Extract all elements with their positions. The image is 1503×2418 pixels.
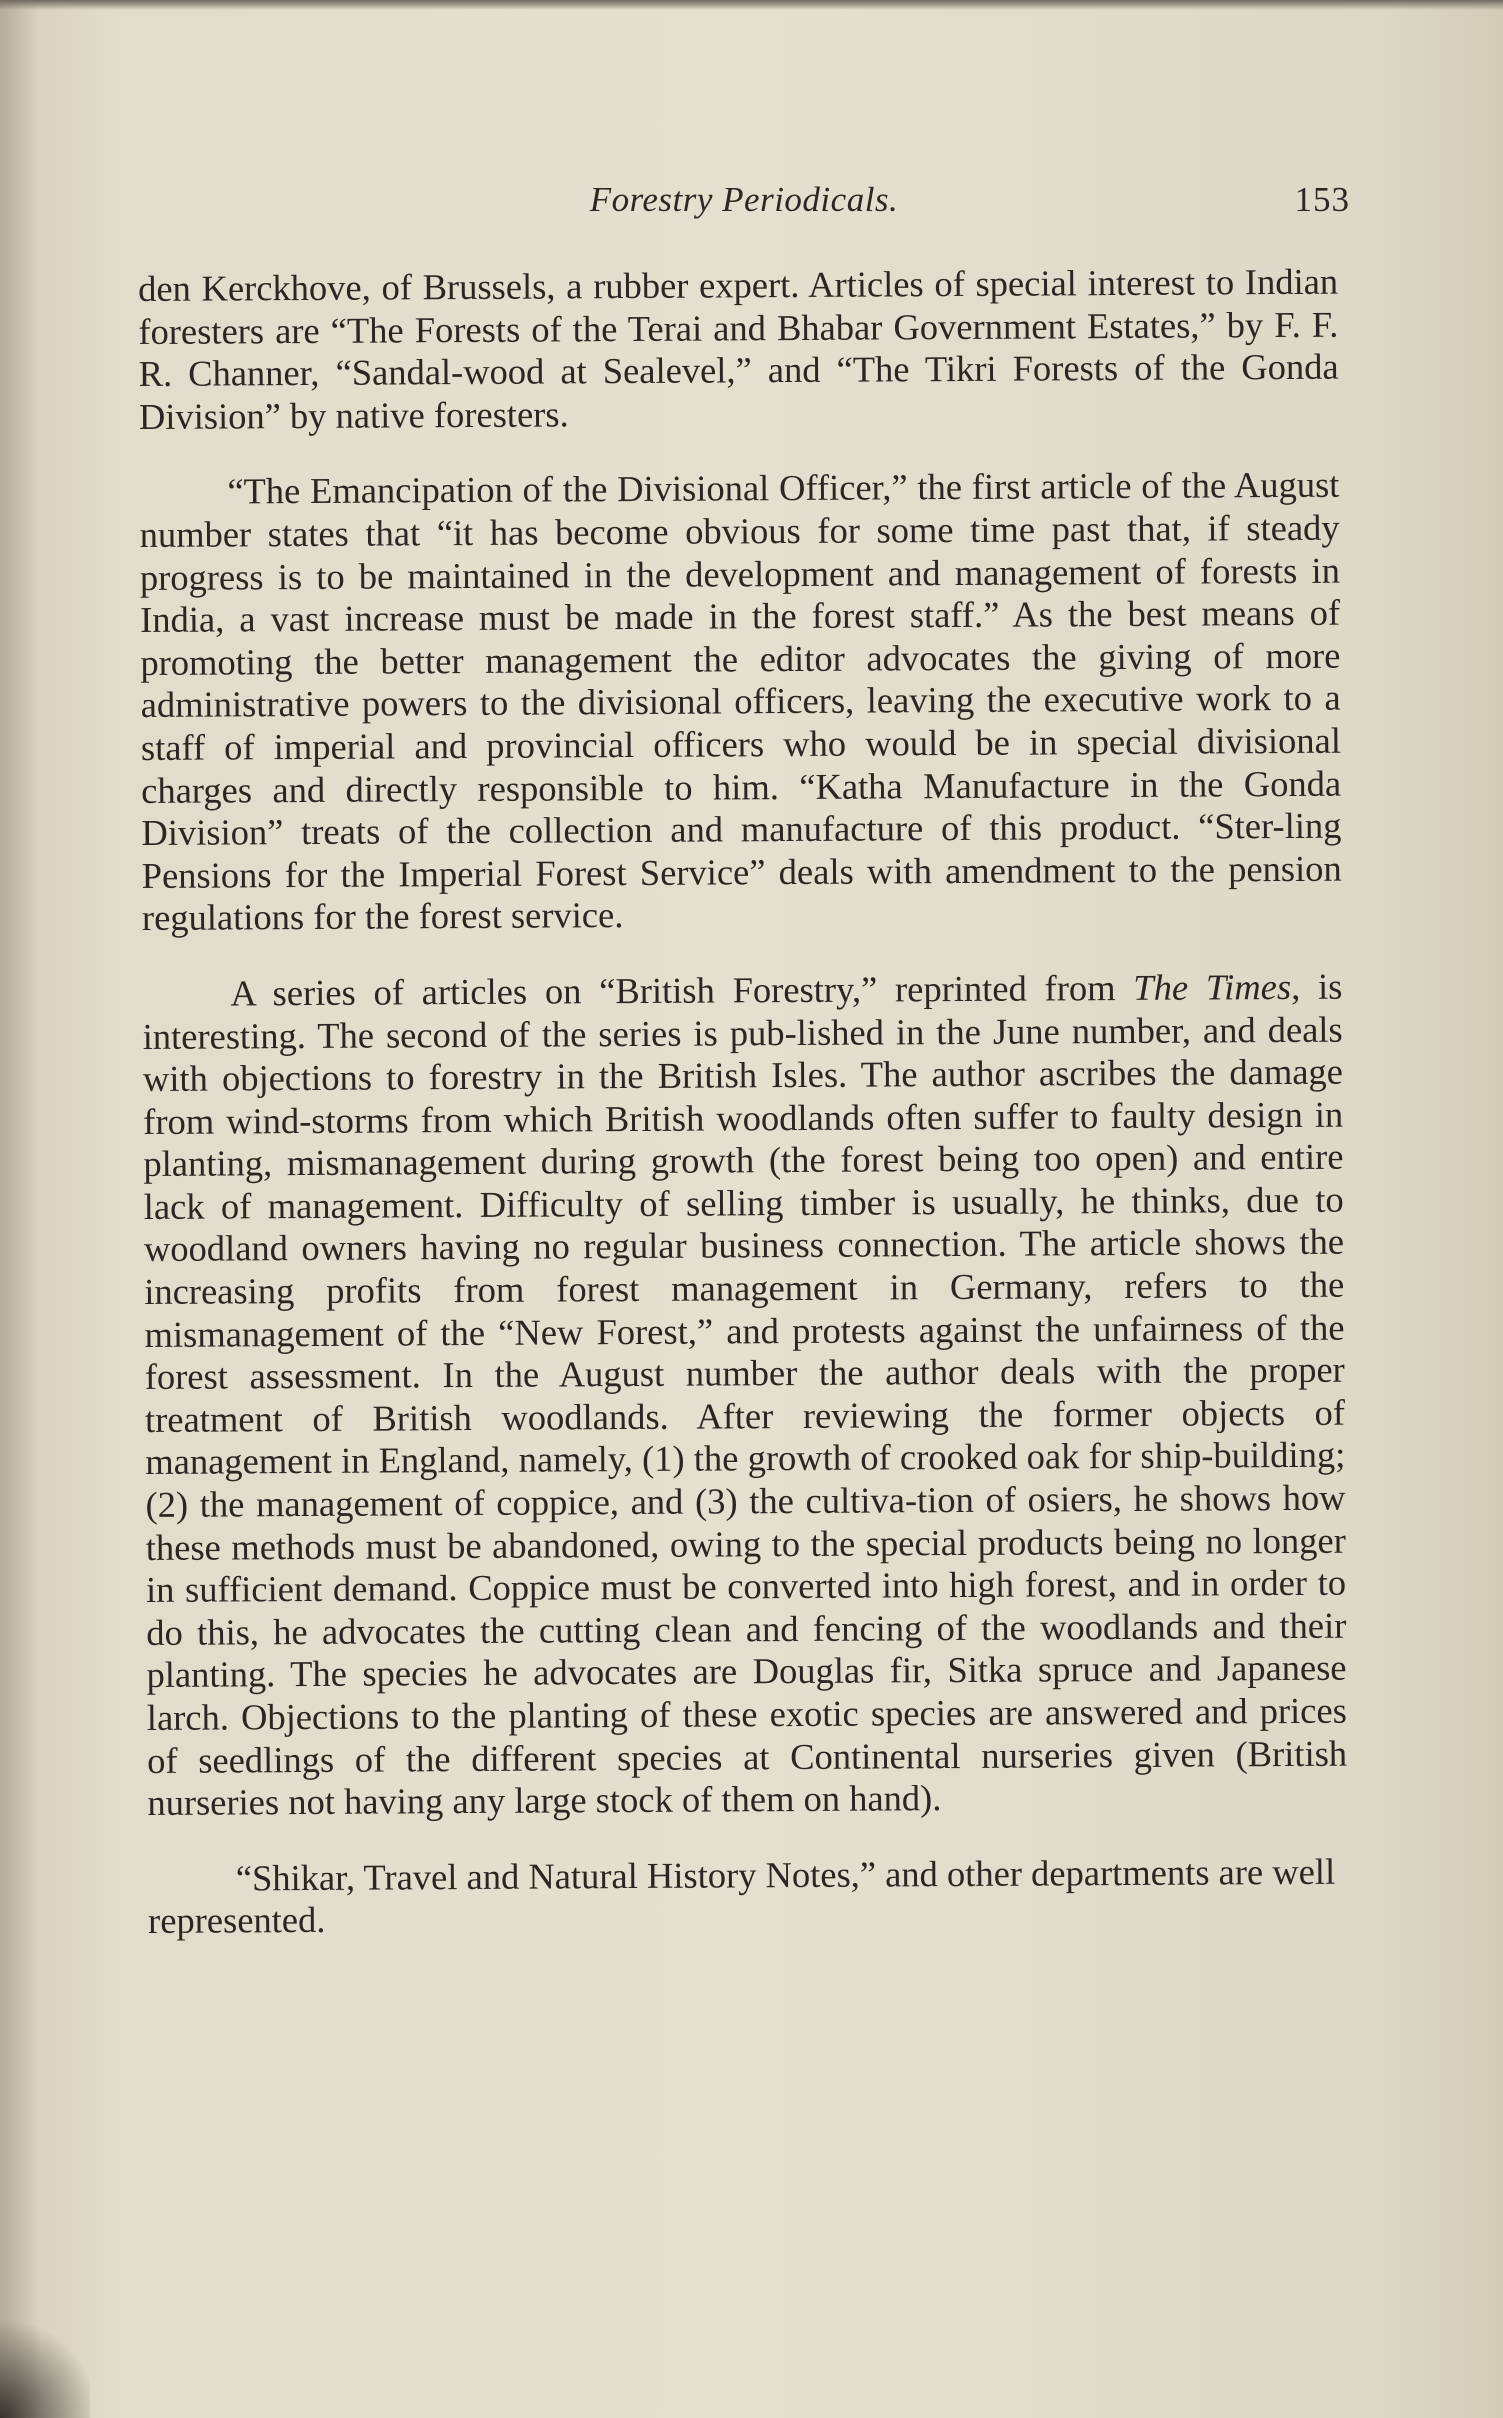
paragraph-3-lead: A series of articles on “British Forestry,” reprinted from [230, 966, 1134, 1014]
article-body [138, 261, 1348, 1943]
paragraph-4: “Shikar, Travel and Natural History Notes,” and other departments are well represented. [147, 1850, 1336, 1942]
page-corner-shadow [0, 2308, 90, 2418]
page-header [138, 180, 1350, 240]
binding-gutter-shadow [0, 0, 40, 2418]
paragraph-2: “The Emancipation of the Divisional Officer,” the first article of the August number states that “it has become obvious for some time past that, if steady progress is to be maintained in the development and management of forests in India, a vast increase must be made in the forest staff.” As the best means of promoting the better management the editor advocates the giving of more administrative powers to the divisional officers, leaving the executive work to a staff of imperial and provincial officers who would be in special divisional charges and directly responsible to him. “Katha Manufacture in the Gonda Division” treats of the collection and manufacture of this product. “Ster-ling Pensions for the Imperial Forest Service” deals with amendment to the pension regulations for the forest service. [139, 464, 1342, 939]
running-title: Forestry Periodicals. [589, 180, 899, 219]
page-top-edge-shadow [0, 0, 1503, 10]
paragraph-3 [142, 966, 1347, 1825]
paragraph-1: den Kerckhove, of Brussels, a rubber expert. Articles of special interest to Indian foresters are “The Forests of the Terai and Bhabar Government Estates,” by F. F. R. Channer, “Sandal-wood at Sealevel,” and “The Tikri Forests of the Gonda Division” by native foresters. [138, 260, 1339, 437]
publication-title: The Times [1133, 965, 1292, 1008]
page-number: 153 [1294, 180, 1350, 219]
paragraph-3-body: , is interesting. The second of the series is pub-lished in the June number, and deals with objections to forestry in the British Isles. The author ascribes the damage from wind-storms from which British woodlands often suffer to faulty design in planting, mismanagement during growth (the forest being too open) and entire lack of management. Difficulty of selling timber is usually, he thinks, due to woodland owners having no regular business connection. The article shows the increasing profits from forest management in Germany, refers to the mismanagement of the “New Forest,” and protests against the unfairness of the forest assessment. In the August number the author deals with the proper treatment of British woodlands. After reviewing the former objects of management in England, namely, (1) the growth of crooked oak for ship-building; (2) the management of coppice, and (3) the cultiva-tion of osiers, he shows how these methods must be abandoned, owing to the special products being no longer in sufficient demand. Coppice must be converted into high forest, and in order to do this, he advocates the cutting clean and fencing of the woodlands and their planting. The species he advocates are Douglas fir, Sitka spruce and Japanese larch. Objections to the planting of these exotic species are answered and prices of seedlings of the different species at Continental nurseries given (British nurseries not having any large stock of them on hand). [142, 965, 1348, 1824]
